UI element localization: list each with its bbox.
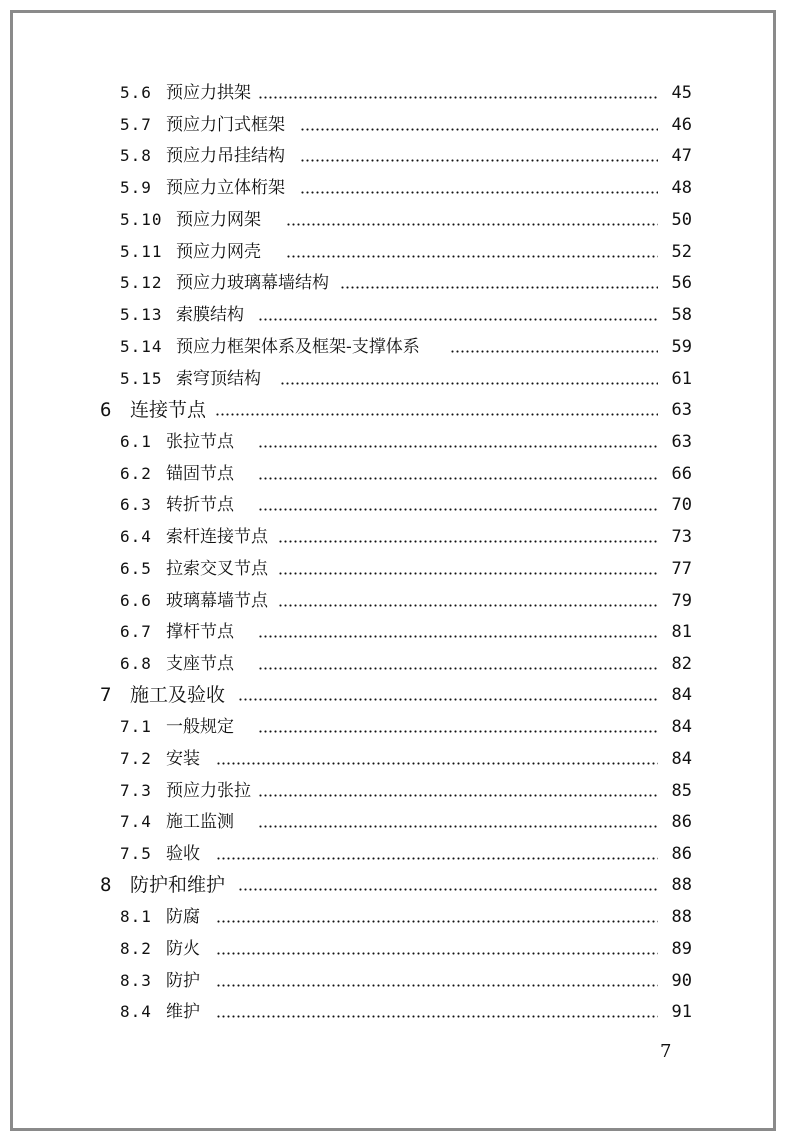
entry-title: 一般规定 xyxy=(166,717,234,737)
dot-leader xyxy=(216,920,658,923)
entry-number: 5.9 xyxy=(120,178,152,197)
entry-page: 77 xyxy=(671,559,692,579)
entry-page: 50 xyxy=(671,210,692,230)
entry-page: 47 xyxy=(671,146,692,166)
entry-number: 6.7 xyxy=(120,622,152,641)
entry-number: 5.7 xyxy=(120,115,152,134)
entry-number: 7.2 xyxy=(120,749,152,768)
entry-title: 预应力框架体系及框架-支撑体系 xyxy=(176,337,420,357)
entry-title: 防火 xyxy=(166,939,200,959)
chapter-title: 施工及验收 xyxy=(130,684,226,706)
entry-number: 8.1 xyxy=(120,907,152,926)
dot-leader xyxy=(238,888,658,891)
entry-title: 安装 xyxy=(166,749,200,769)
entry-title: 转折节点 xyxy=(166,495,234,515)
dot-leader xyxy=(286,223,658,226)
entry-title: 锚固节点 xyxy=(166,464,234,484)
chapter-number: 8 xyxy=(100,874,112,896)
entry-number: 6.6 xyxy=(120,591,152,610)
entry-title: 撑杆节点 xyxy=(166,622,234,642)
dot-leader xyxy=(258,730,658,733)
entry-title: 预应力网壳 xyxy=(176,242,261,262)
dot-leader xyxy=(280,382,658,385)
dot-leader xyxy=(238,698,658,701)
entry-page: 52 xyxy=(671,242,692,262)
entry-title: 防腐 xyxy=(166,907,200,927)
entry-number: 7.4 xyxy=(120,812,152,831)
entry-title: 维护 xyxy=(166,1002,200,1022)
entry-page: 82 xyxy=(671,654,692,674)
dot-leader xyxy=(258,825,658,828)
dot-leader xyxy=(216,1015,658,1018)
entry-number: 6.3 xyxy=(120,495,152,514)
chapter-number: 6 xyxy=(100,399,112,421)
entry-title: 索穹顶结构 xyxy=(176,369,261,389)
entry-page: 61 xyxy=(671,369,692,389)
page-number: 7 xyxy=(660,1041,672,1062)
entry-page: 91 xyxy=(671,1002,692,1022)
chapter-title: 连接节点 xyxy=(130,399,207,421)
entry-page: 86 xyxy=(671,844,692,864)
entry-title: 预应力玻璃幕墙结构 xyxy=(176,273,329,293)
entry-title: 支座节点 xyxy=(166,654,234,674)
dot-leader xyxy=(216,952,658,955)
entry-number: 7.5 xyxy=(120,844,152,863)
entry-title: 索膜结构 xyxy=(176,305,244,325)
entry-number: 5.6 xyxy=(120,83,152,102)
entry-number: 5.10 xyxy=(120,210,163,229)
dot-leader xyxy=(258,445,658,448)
entry-page: 84 xyxy=(671,717,692,737)
dot-leader xyxy=(286,255,658,258)
entry-number: 8.4 xyxy=(120,1002,152,1021)
entry-title: 玻璃幕墙节点 xyxy=(166,591,268,611)
entry-page: 73 xyxy=(671,527,692,547)
entry-title: 张拉节点 xyxy=(166,432,234,452)
entry-page: 63 xyxy=(671,400,692,420)
entry-number: 6.8 xyxy=(120,654,152,673)
chapter-title: 防护和维护 xyxy=(130,874,226,896)
entry-number: 5.8 xyxy=(120,146,152,165)
entry-page: 84 xyxy=(671,749,692,769)
entry-page: 58 xyxy=(671,305,692,325)
entry-title: 防护 xyxy=(166,971,200,991)
entry-page: 59 xyxy=(671,337,692,357)
entry-page: 66 xyxy=(671,464,692,484)
entry-title: 预应力网架 xyxy=(176,210,261,230)
entry-page: 48 xyxy=(671,178,692,198)
entry-title: 预应力门式框架 xyxy=(166,115,285,135)
entry-title: 预应力吊挂结构 xyxy=(166,146,285,166)
dot-leader xyxy=(258,667,658,670)
dot-leader xyxy=(216,984,658,987)
entry-page: 85 xyxy=(671,781,692,801)
entry-number: 7.1 xyxy=(120,717,152,736)
entry-number: 5.11 xyxy=(120,242,163,261)
entry-page: 86 xyxy=(671,812,692,832)
entry-title: 索杆连接节点 xyxy=(166,527,268,547)
entry-page: 90 xyxy=(671,971,692,991)
dot-leader xyxy=(450,350,658,353)
entry-page: 70 xyxy=(671,495,692,515)
entry-number: 6.1 xyxy=(120,432,152,451)
dot-leader xyxy=(278,572,658,575)
entry-title: 拉索交叉节点 xyxy=(166,559,268,579)
dot-leader xyxy=(215,413,658,416)
dot-leader xyxy=(300,159,658,162)
entry-number: 5.13 xyxy=(120,305,163,324)
entry-title: 施工监测 xyxy=(166,812,234,832)
entry-number: 6.4 xyxy=(120,527,152,546)
entry-number: 5.12 xyxy=(120,273,163,292)
entry-title: 验收 xyxy=(166,844,200,864)
dot-leader xyxy=(258,318,658,321)
dot-leader xyxy=(340,286,658,289)
dot-leader xyxy=(216,857,658,860)
entry-page: 88 xyxy=(671,875,692,895)
entry-number: 8.2 xyxy=(120,939,152,958)
entry-page: 84 xyxy=(671,685,692,705)
entry-page: 81 xyxy=(671,622,692,642)
dot-leader xyxy=(258,477,658,480)
entry-page: 79 xyxy=(671,591,692,611)
dot-leader xyxy=(278,540,658,543)
entry-number: 5.14 xyxy=(120,337,163,356)
entry-title: 预应力张拉 xyxy=(166,781,251,801)
dot-leader xyxy=(258,635,658,638)
dot-leader xyxy=(258,794,658,797)
entry-page: 56 xyxy=(671,273,692,293)
dot-leader xyxy=(278,604,658,607)
entry-page: 63 xyxy=(671,432,692,452)
entry-page: 45 xyxy=(671,83,692,103)
entry-title: 预应力拱架 xyxy=(166,83,251,103)
dot-leader xyxy=(300,128,658,131)
dot-leader xyxy=(216,762,658,765)
dot-leader xyxy=(300,191,658,194)
entry-title: 预应力立体桁架 xyxy=(166,178,285,198)
dot-leader xyxy=(258,96,658,99)
entry-page: 46 xyxy=(671,115,692,135)
entry-number: 8.3 xyxy=(120,971,152,990)
chapter-number: 7 xyxy=(100,684,112,706)
entry-number: 7.3 xyxy=(120,781,152,800)
dot-leader xyxy=(258,508,658,511)
entry-number: 6.5 xyxy=(120,559,152,578)
entry-number: 5.15 xyxy=(120,369,163,388)
entry-number: 6.2 xyxy=(120,464,152,483)
entry-page: 88 xyxy=(671,907,692,927)
entry-page: 89 xyxy=(671,939,692,959)
